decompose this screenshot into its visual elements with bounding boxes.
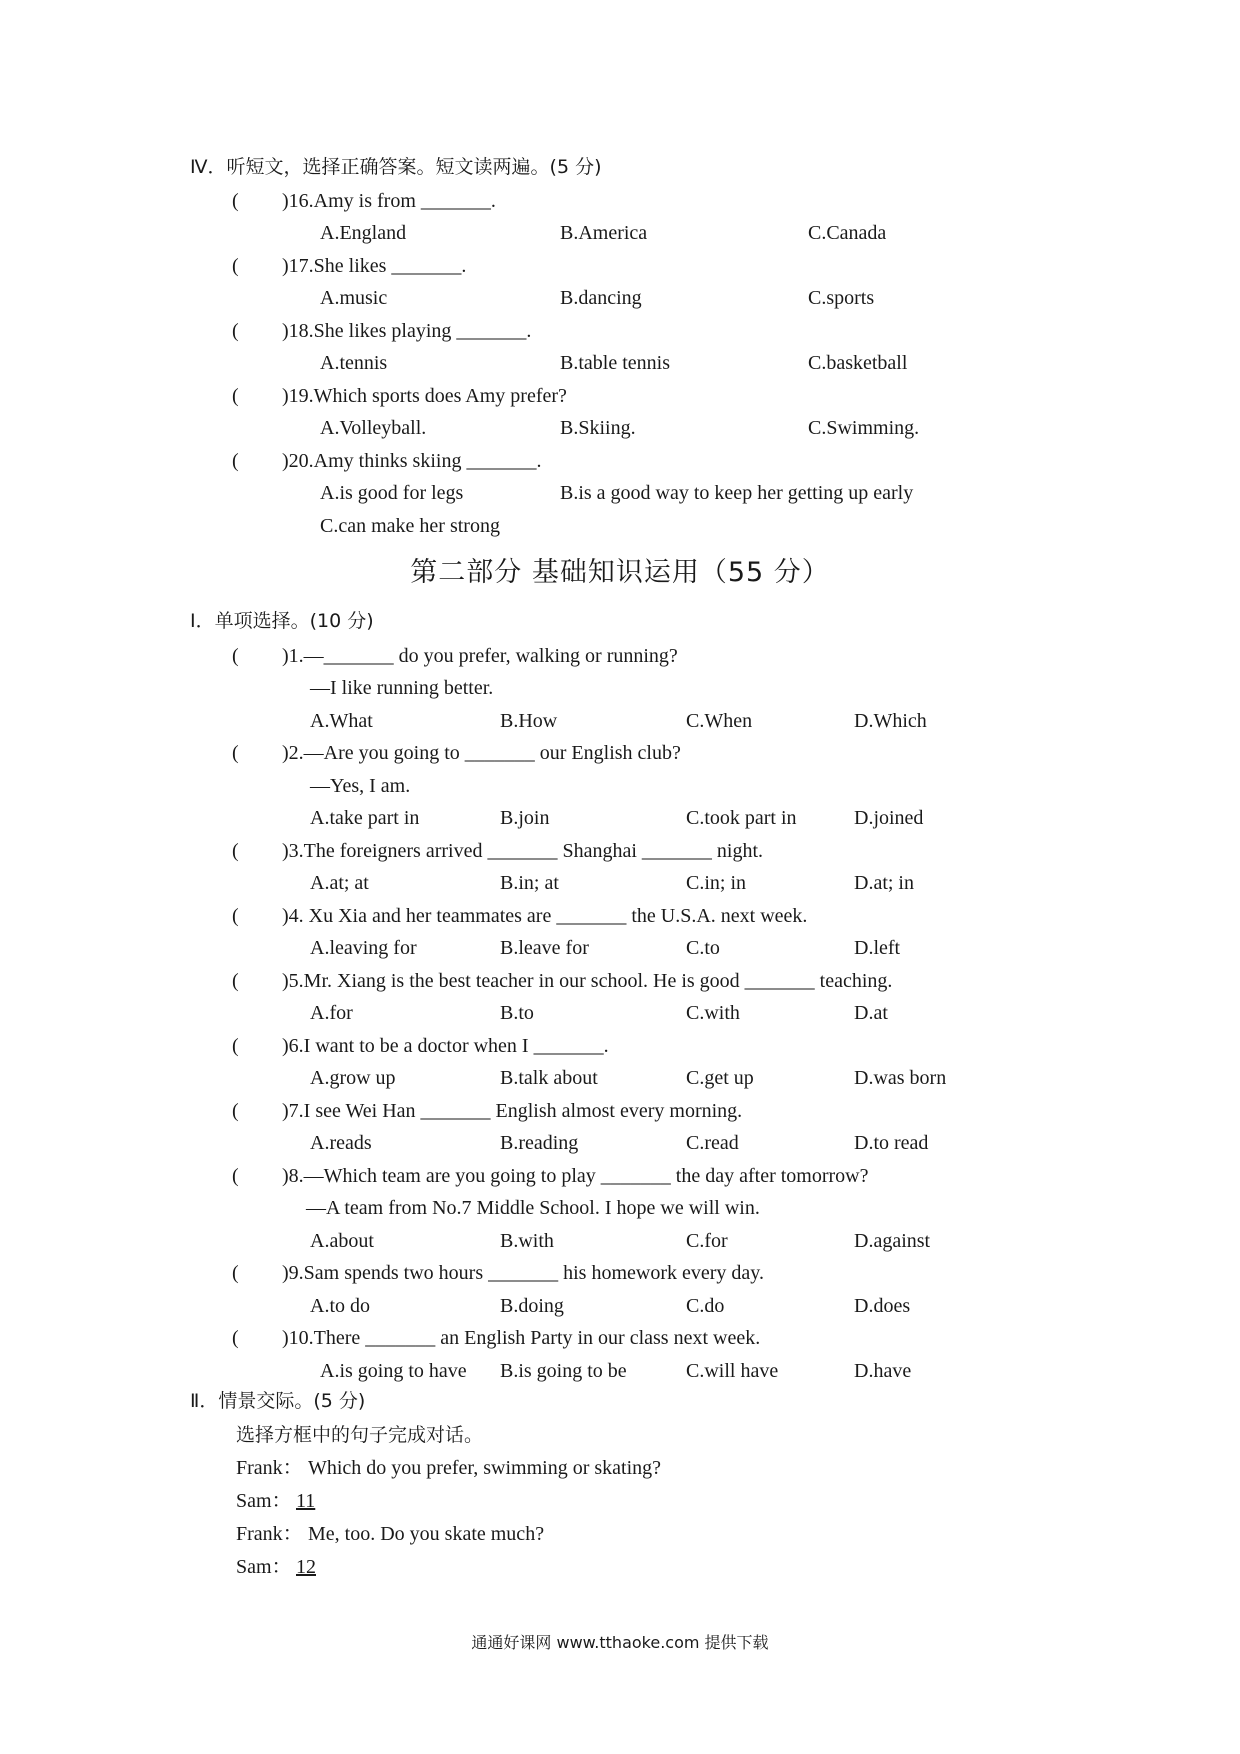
option-c: C.get up [686,1067,754,1089]
option-a: A.for [310,1002,353,1024]
option-c: C.Canada [808,222,887,244]
dialogue-text: Me, too. Do you skate much? [308,1523,545,1545]
option-a: A.take part in [310,807,420,829]
question-stem: )1.—_______ do you prefer, walking or running? [282,645,678,667]
question-stem: )2.—Are you going to _______ our English club? [282,742,681,764]
answer-paren: ( [232,1165,239,1187]
question-stem: )19.Which sports does Amy prefer? [282,385,567,407]
option-b: B.America [560,222,648,244]
question-stem: )4. Xu Xia and her teammates are _______ the U.S.A. next week. [282,905,808,927]
option-d: D.joined [854,807,924,829]
question-stem-reply: —A team from No.7 Middle School. I hope we will win. [306,1197,760,1219]
option-d: D.at; in [854,872,914,894]
section-heading-listening: Ⅳ．听短文，选择正确答案。短文读两遍。(5 分) [190,156,602,178]
option-a: A.grow up [310,1067,396,1089]
dialogue-speaker: Sam： [236,1490,292,1512]
option-c: C.in; in [686,872,747,894]
option-a: A.is going to have [320,1360,467,1382]
answer-paren: ( [232,320,239,342]
option-b: B.with [500,1230,554,1252]
option-c: C.basketball [808,352,908,374]
option-c: C.Swimming. [808,417,920,439]
question-stem: )18.She likes playing _______. [282,320,532,342]
question-stem: )8.—Which team are you going to play _______ the day after tomorrow? [282,1165,869,1187]
dialogue-blank: 12 [296,1556,316,1578]
question-stem: )17.She likes _______. [282,255,467,277]
option-d: D.left [854,937,901,959]
option-a: A.England [320,222,407,244]
answer-paren: ( [232,1100,239,1122]
question-stem: )10.There _______ an English Party in our class next week. [282,1327,761,1349]
option-b: B.Skiing. [560,417,636,439]
option-c: C.will have [686,1360,779,1382]
answer-paren: ( [232,970,239,992]
answer-paren: ( [232,1262,239,1284]
section-heading-single-choice: Ⅰ．单项选择。(10 分) [190,610,374,632]
question-stem: )20.Amy thinks skiing _______. [282,450,542,472]
dialogue-speaker: Frank： [236,1523,303,1545]
answer-paren: ( [232,1327,239,1349]
section-heading-dialogue: Ⅱ．情景交际。(5 分) [190,1390,366,1412]
answer-paren: ( [232,385,239,407]
option-b: B.table tennis [560,352,670,374]
option-b: B.How [500,710,558,732]
option-b: B.reading [500,1132,579,1154]
answer-paren: ( [232,905,239,927]
footer-watermark: 通通好课网 www.tthaoke.com 提供下载 [471,1633,769,1652]
option-c: C.read [686,1132,739,1154]
question-stem: )16.Amy is from _______. [282,190,496,212]
option-b: B.in; at [500,872,559,894]
option-c: C.with [686,1002,740,1024]
option-d: D.was born [854,1067,947,1089]
question-stem: )7.I see Wei Han _______ English almost every morning. [282,1100,743,1122]
question-stem: )9.Sam spends two hours _______ his homework every day. [282,1262,764,1284]
option-d: D.at [854,1002,888,1024]
option-b: B.talk about [500,1067,598,1089]
question-stem: )5.Mr. Xiang is the best teacher in our school. He is good _______ teaching. [282,970,893,992]
option-b: B.is going to be [500,1360,627,1382]
option-b: B.is a good way to keep her getting up early [560,482,914,504]
option-a: A.at; at [310,872,369,894]
option-d: D.have [854,1360,912,1382]
answer-paren: ( [232,742,239,764]
option-d: D.to read [854,1132,929,1154]
question-stem: )3.The foreigners arrived _______ Shanghai _______ night. [282,840,764,862]
option-a: A.reads [310,1132,372,1154]
part-title: 第二部分 基础知识运用（55 分） [410,557,830,588]
option-c: C.When [686,710,753,732]
question-stem: )6.I want to be a doctor when I _______. [282,1035,609,1057]
question-stem-reply: —Yes, I am. [310,775,411,797]
option-a: A.Volleyball. [320,417,427,439]
option-c: C.can make her strong [320,515,500,537]
option-a: A.music [320,287,388,309]
option-b: B.dancing [560,287,642,309]
question-stem-reply: —I like running better. [310,677,494,699]
dialogue-speaker: Sam： [236,1556,292,1578]
option-a: A.tennis [320,352,388,374]
option-c: C.for [686,1230,728,1252]
option-a: A.leaving for [310,937,417,959]
option-a: A.What [310,710,373,732]
dialogue-text: Which do you prefer, swimming or skating? [308,1457,662,1479]
answer-paren: ( [232,840,239,862]
option-b: B.doing [500,1295,564,1317]
dialogue-speaker: Frank： [236,1457,303,1479]
answer-paren: ( [232,450,239,472]
option-a: A.is good for legs [320,482,464,504]
option-b: B.leave for [500,937,589,959]
answer-paren: ( [232,645,239,667]
answer-paren: ( [232,255,239,277]
option-a: A.about [310,1230,374,1252]
option-c: C.to [686,937,720,959]
dialogue-blank: 11 [296,1490,316,1512]
dialogue-instruction: 选择方框中的句子完成对话。 [236,1424,484,1446]
option-b: B.to [500,1002,534,1024]
option-d: D.against [854,1230,931,1252]
answer-paren: ( [232,1035,239,1057]
option-b: B.join [500,807,550,829]
option-a: A.to do [310,1295,370,1317]
option-d: D.Which [854,710,927,732]
option-c: C.do [686,1295,725,1317]
option-c: C.sports [808,287,875,309]
option-c: C.took part in [686,807,797,829]
answer-paren: ( [232,190,239,212]
option-d: D.does [854,1295,911,1317]
